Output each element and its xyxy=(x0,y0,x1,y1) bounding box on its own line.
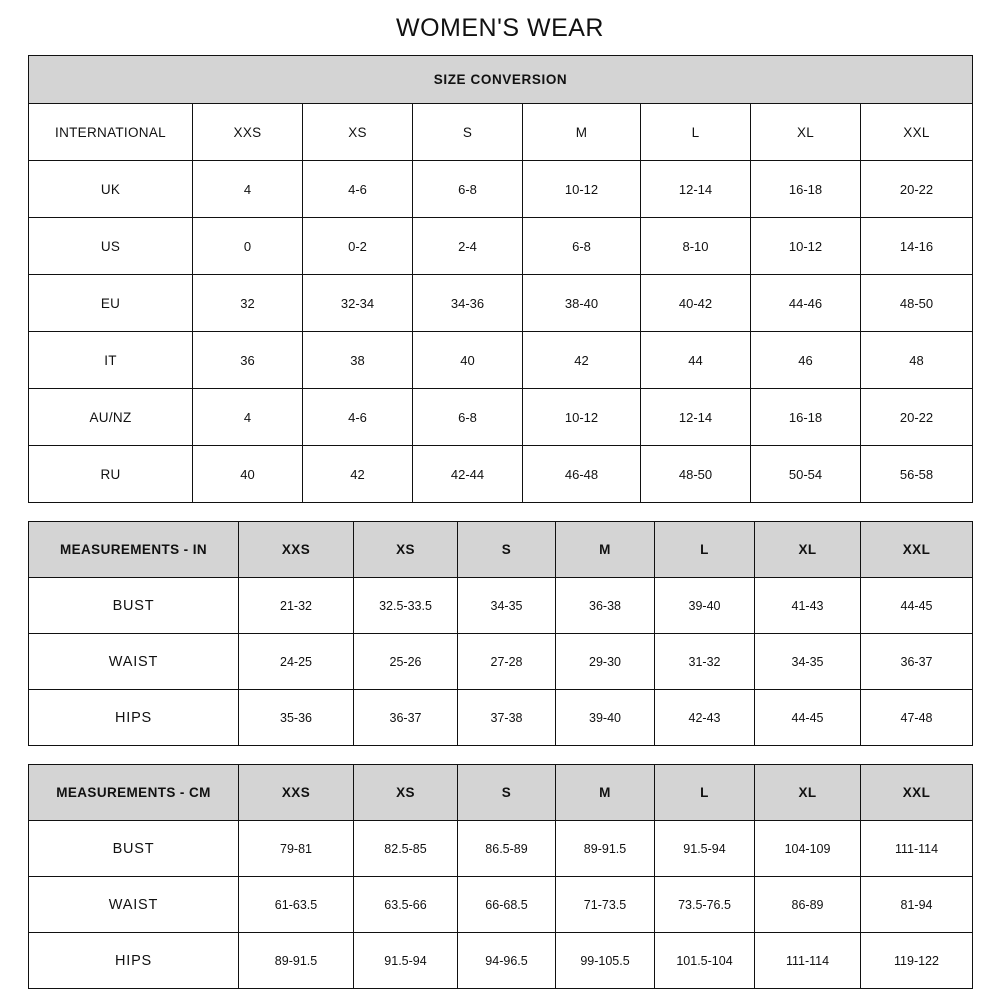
cell: 63.5-66 xyxy=(354,877,458,933)
cell: 38 xyxy=(303,332,413,389)
header-cell-measurements-cm: MEASUREMENTS - CM xyxy=(29,765,239,821)
cell: 34-36 xyxy=(413,275,523,332)
row-label-aunz: AU/NZ xyxy=(29,389,193,446)
cell: 101.5-104 xyxy=(655,933,755,989)
cell: 16-18 xyxy=(751,161,861,218)
cell: 24-25 xyxy=(239,634,354,690)
table-row xyxy=(29,690,973,746)
measurements-cm-table xyxy=(28,764,973,989)
header-cell-s: S xyxy=(458,765,556,821)
cell: 111-114 xyxy=(861,821,973,877)
cell: 47-48 xyxy=(861,690,973,746)
cell: 16-18 xyxy=(751,389,861,446)
cell: 32.5-33.5 xyxy=(354,578,458,634)
cell: 46 xyxy=(751,332,861,389)
table-row xyxy=(29,218,973,275)
header-cell-m: M xyxy=(556,522,655,578)
header-cell-xxl: XXL xyxy=(861,522,973,578)
header-cell-l: L xyxy=(641,104,751,161)
row-label-ru: RU xyxy=(29,446,193,503)
table-row xyxy=(29,332,973,389)
cell: 50-54 xyxy=(751,446,861,503)
cell: 91.5-94 xyxy=(354,933,458,989)
cell: 6-8 xyxy=(413,161,523,218)
cell: 6-8 xyxy=(523,218,641,275)
table-row xyxy=(29,821,973,877)
cell: 20-22 xyxy=(861,389,973,446)
cell: 4-6 xyxy=(303,161,413,218)
size-conversion-header-row xyxy=(29,104,973,161)
cell: 27-28 xyxy=(458,634,556,690)
cell: 2-4 xyxy=(413,218,523,275)
cell: 38-40 xyxy=(523,275,641,332)
header-cell-xs: XS xyxy=(354,765,458,821)
cell: 82.5-85 xyxy=(354,821,458,877)
cell: 4 xyxy=(193,161,303,218)
header-cell-m: M xyxy=(523,104,641,161)
header-cell-xxs: XXS xyxy=(239,765,354,821)
cell: 34-35 xyxy=(458,578,556,634)
size-conversion-body xyxy=(29,56,973,503)
table-row xyxy=(29,877,973,933)
header-cell-xs: XS xyxy=(303,104,413,161)
cell: 42 xyxy=(303,446,413,503)
measurements-inches-body xyxy=(29,578,973,746)
header-cell-l: L xyxy=(655,765,755,821)
header-cell-xs: XS xyxy=(354,522,458,578)
cell: 40-42 xyxy=(641,275,751,332)
cell: 94-96.5 xyxy=(458,933,556,989)
table-row xyxy=(29,933,973,989)
cell: 48-50 xyxy=(641,446,751,503)
cell: 89-91.5 xyxy=(239,933,354,989)
table-row xyxy=(29,634,973,690)
cell: 12-14 xyxy=(641,161,751,218)
cell: 4-6 xyxy=(303,389,413,446)
header-cell-l: L xyxy=(655,522,755,578)
measurements-cm-body xyxy=(29,821,973,989)
row-label-waist: WAIST xyxy=(29,634,239,690)
cell: 42 xyxy=(523,332,641,389)
measurements-inches-header xyxy=(29,522,973,578)
cell: 81-94 xyxy=(861,877,973,933)
table-row xyxy=(29,161,973,218)
cell: 42-44 xyxy=(413,446,523,503)
row-label-bust: BUST xyxy=(29,821,239,877)
cell: 29-30 xyxy=(556,634,655,690)
cell: 41-43 xyxy=(755,578,861,634)
cell: 39-40 xyxy=(556,690,655,746)
cell: 79-81 xyxy=(239,821,354,877)
cell: 10-12 xyxy=(523,161,641,218)
cell: 46-48 xyxy=(523,446,641,503)
row-label-bust: BUST xyxy=(29,578,239,634)
cell: 91.5-94 xyxy=(655,821,755,877)
header-cell-xxl: XXL xyxy=(861,104,973,161)
cell: 10-12 xyxy=(751,218,861,275)
cell: 0 xyxy=(193,218,303,275)
cell: 20-22 xyxy=(861,161,973,218)
row-label-waist: WAIST xyxy=(29,877,239,933)
size-conversion-banner-row xyxy=(29,56,973,104)
cell: 37-38 xyxy=(458,690,556,746)
header-cell-xl: XL xyxy=(751,104,861,161)
header-cell-measurements-in: MEASUREMENTS - IN xyxy=(29,522,239,578)
table-row xyxy=(29,446,973,503)
size-conversion-banner: SIZE CONVERSION xyxy=(29,56,973,104)
cell: 89-91.5 xyxy=(556,821,655,877)
cell: 119-122 xyxy=(861,933,973,989)
cell: 32-34 xyxy=(303,275,413,332)
cell: 40 xyxy=(413,332,523,389)
cell: 25-26 xyxy=(354,634,458,690)
cell: 56-58 xyxy=(861,446,973,503)
row-label-eu: EU xyxy=(29,275,193,332)
cell: 6-8 xyxy=(413,389,523,446)
cell: 10-12 xyxy=(523,389,641,446)
cell: 31-32 xyxy=(655,634,755,690)
cell: 40 xyxy=(193,446,303,503)
cell: 39-40 xyxy=(655,578,755,634)
cell: 44-45 xyxy=(755,690,861,746)
header-cell-xl: XL xyxy=(755,522,861,578)
header-cell-international: INTERNATIONAL xyxy=(29,104,193,161)
cell: 0-2 xyxy=(303,218,413,275)
header-cell-xxs: XXS xyxy=(193,104,303,161)
cell: 104-109 xyxy=(755,821,861,877)
row-label-hips: HIPS xyxy=(29,690,239,746)
header-cell-xxl: XXL xyxy=(861,765,973,821)
table-row xyxy=(29,389,973,446)
cell: 12-14 xyxy=(641,389,751,446)
cell: 35-36 xyxy=(239,690,354,746)
cell: 36-38 xyxy=(556,578,655,634)
cell: 99-105.5 xyxy=(556,933,655,989)
table-row xyxy=(29,275,973,332)
cell: 32 xyxy=(193,275,303,332)
measurements-cm-header-row xyxy=(29,765,973,821)
size-conversion-table xyxy=(28,55,973,503)
row-label-uk: UK xyxy=(29,161,193,218)
cell: 8-10 xyxy=(641,218,751,275)
cell: 44-46 xyxy=(751,275,861,332)
cell: 73.5-76.5 xyxy=(655,877,755,933)
header-cell-xl: XL xyxy=(755,765,861,821)
cell: 34-35 xyxy=(755,634,861,690)
header-cell-m: M xyxy=(556,765,655,821)
cell: 36-37 xyxy=(861,634,973,690)
measurements-cm-header xyxy=(29,765,973,821)
row-label-hips: HIPS xyxy=(29,933,239,989)
cell: 66-68.5 xyxy=(458,877,556,933)
cell: 48 xyxy=(861,332,973,389)
header-cell-s: S xyxy=(458,522,556,578)
cell: 48-50 xyxy=(861,275,973,332)
cell: 86-89 xyxy=(755,877,861,933)
page-title: WOMEN'S WEAR xyxy=(396,14,604,42)
table-row xyxy=(29,578,973,634)
cell: 111-114 xyxy=(755,933,861,989)
cell: 44-45 xyxy=(861,578,973,634)
row-label-it: IT xyxy=(29,332,193,389)
cell: 4 xyxy=(193,389,303,446)
header-cell-s: S xyxy=(413,104,523,161)
cell: 71-73.5 xyxy=(556,877,655,933)
cell: 21-32 xyxy=(239,578,354,634)
cell: 36 xyxy=(193,332,303,389)
row-label-us: US xyxy=(29,218,193,275)
cell: 36-37 xyxy=(354,690,458,746)
measurements-inches-table xyxy=(28,521,973,746)
cell: 86.5-89 xyxy=(458,821,556,877)
header-cell-xxs: XXS xyxy=(239,522,354,578)
cell: 44 xyxy=(641,332,751,389)
cell: 61-63.5 xyxy=(239,877,354,933)
cell: 42-43 xyxy=(655,690,755,746)
cell: 14-16 xyxy=(861,218,973,275)
measurements-inches-header-row xyxy=(29,522,973,578)
